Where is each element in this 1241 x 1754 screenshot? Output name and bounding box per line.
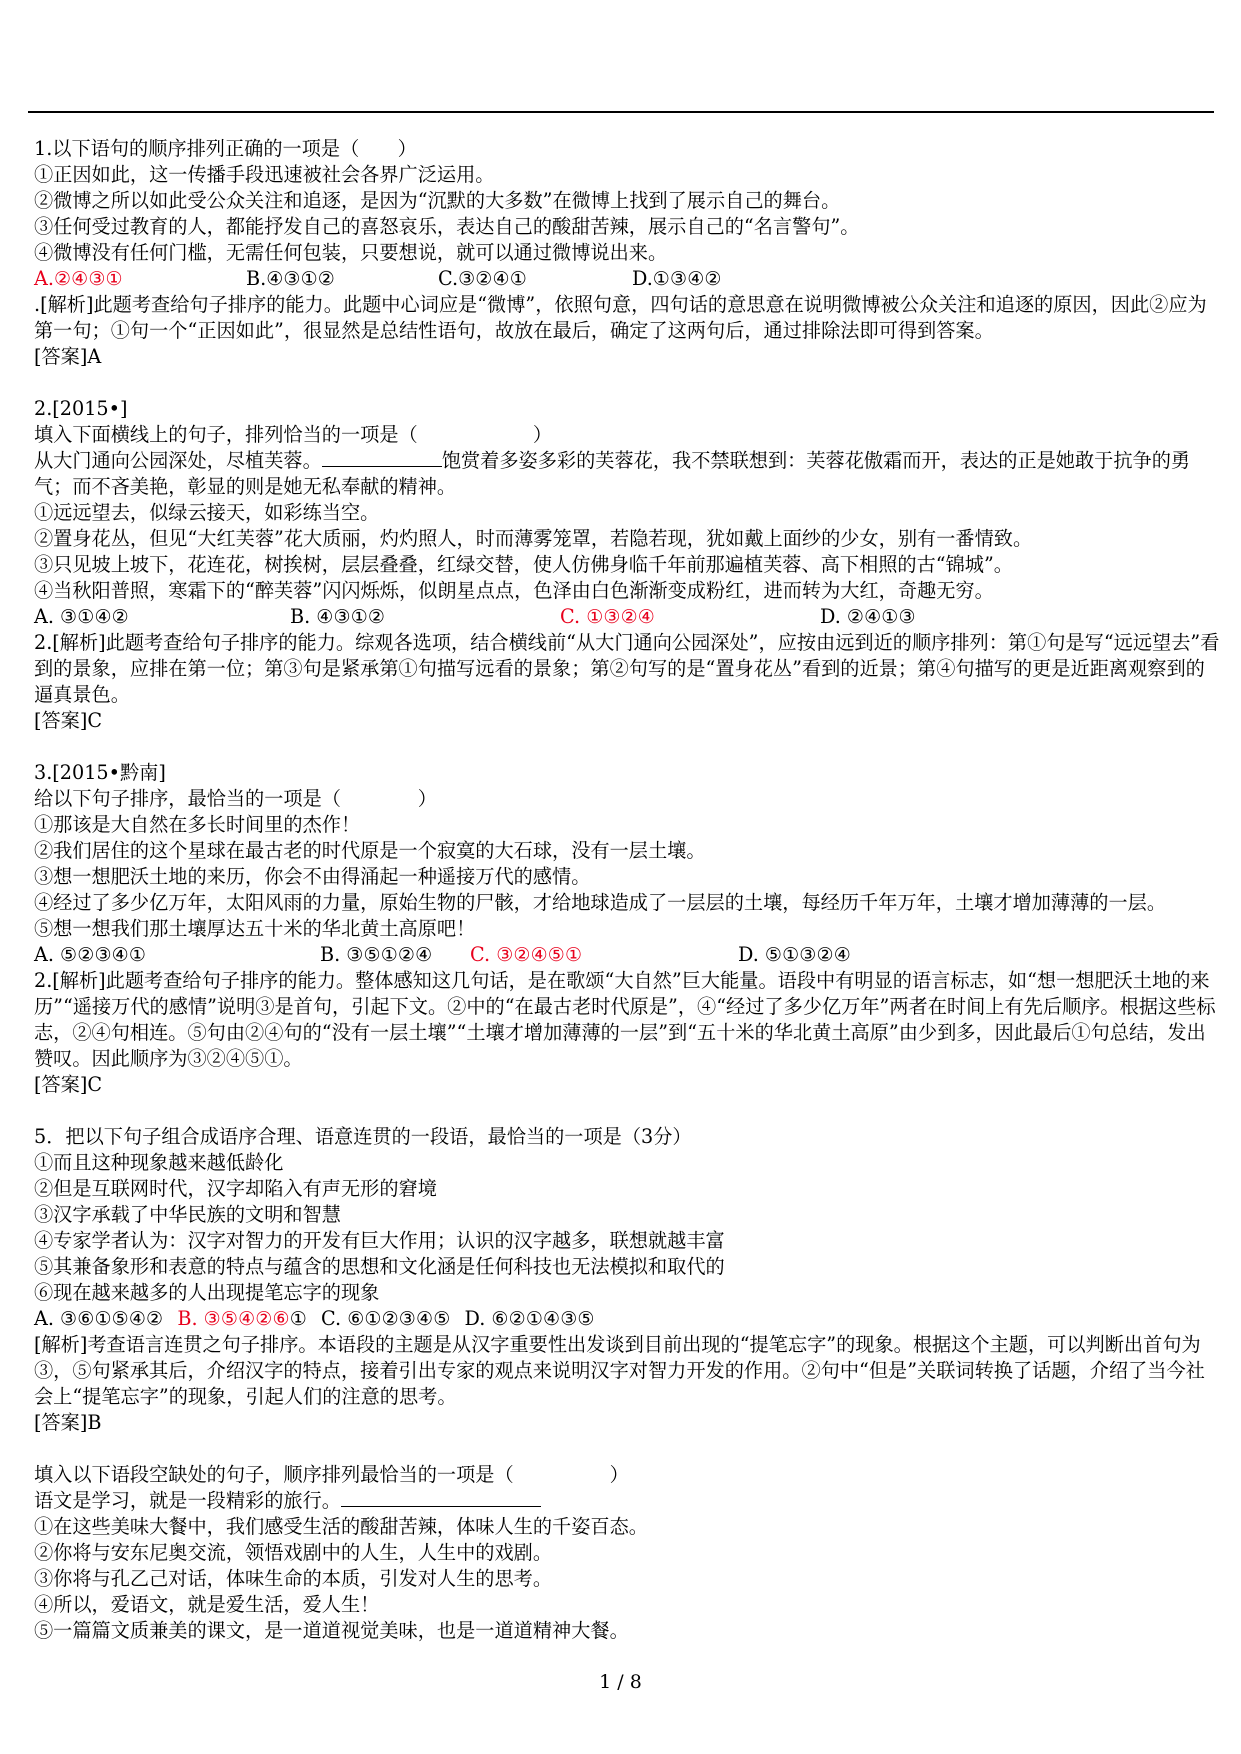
q2-passage-post: 饱赏着多姿多彩的芙蓉花，我不禁联想到：芙蓉花傲霜而开，表达的正是她敢于抗争的勇气；而不吝美艳，彰显的则是她无私奉献的精神。: [34, 449, 1191, 498]
q2-sentence-3: ③只见坡上坡下，花连花，树挨树，层层叠叠，红绿交替，使人仿佛身临千年前那遍植芙蓉、高下相照的古“锦城”。: [34, 553, 1013, 576]
q1-answer: [答案]A: [34, 345, 102, 368]
q3-sentence-1: ①那该是大自然在多长时间里的杰作！: [34, 813, 361, 836]
q3-title: 3.[2015•黔南]: [34, 761, 166, 784]
q6-sentence-5: ⑤一篇篇文质兼美的课文，是一道道视觉美味，也是一道道精神大餐。: [34, 1619, 629, 1642]
q1-sentence-4: ④微博没有任何门槛，无需任何包装，只要想说，就可以通过微博说出来。: [34, 241, 668, 264]
q5-option-b: B. ③⑤④②⑥: [177, 1307, 290, 1330]
q1-option-d: D.①③④②: [632, 267, 722, 290]
q2-passage: [34, 448, 1224, 500]
q1-option-a: A.②④③①: [34, 267, 123, 290]
q3-answer: [答案]C: [34, 1073, 103, 1096]
q2-sentence-1: ①远远望去，似绿云接天，如彩练当空。: [34, 501, 380, 524]
q2-option-d: D. ②④①③: [820, 605, 916, 628]
q5-analysis: [解析]考查语言连贯之句子排序。本语段的主题是从汉字重要性出发谈到目前出现的“提笔忘字”的现象。根据这个主题，可以判断出首句为③，⑤句紧承其后，介绍汉字的特点，接着引出专家的观点来说明汉字对智力开发的作用。②句中“但是”关联词转换了话题，介绍了当今社会上“提笔忘字”的现象，引起人们的注意的思考。: [34, 1333, 1205, 1408]
q3-sentence-2: ②我们居住的这个星球在最古老的时代原是一个寂寞的大石球，没有一层土壤。: [34, 839, 706, 862]
q2-analysis: 2.[解析]此题考查给句子排序的能力。综观各选项，结合横线前“从大门通向公园深处”，应按由远到近的顺序排列：第①句是写“远远望去”看到的景象，应排在第一位；第③句是紧承第①句描写远看的景象；第②句写的是“置身花丛”看到的近景；第④句描写的更是近距离观察到的逼真景色。: [34, 631, 1220, 706]
q6-sentence-4: ④所以，爱语文，就是爱生活，爱人生！: [34, 1593, 380, 1616]
q2-title: 2.[2015•]: [34, 397, 128, 420]
q5-sentence-5: ⑤其兼备象形和表意的特点与蕴含的思想和文化涵是任何科技也无法模拟和取代的: [34, 1255, 725, 1278]
q5-sentence-2: ②但是互联网时代，汉字却陷入有声无形的窘境: [34, 1177, 437, 1200]
q5-sentence-4: ④专家学者认为：汉字对智力的开发有巨大作用；认识的汉字越多，联想就越丰富: [34, 1229, 725, 1252]
q1-sentence-3: ③任何受过教育的人，都能抒发自己的喜怒哀乐，表达自己的酸甜苦辣，展示自己的“名言警句”。: [34, 215, 860, 238]
q6-prompt: 填入以下语段空缺处的句子，顺序排列最恰当的一项是（ ）: [34, 1463, 629, 1486]
q3-option-b: B. ③⑤①②④: [320, 943, 433, 966]
q1-analysis: .[解析]此题考查给句子排序的能力。此题中心词应是“微博”，依照句意，四句话的意思意在说明微博被公众关注和追逐的原因，因此②应为第一句；①句一个“正因如此”，很显然是总结性语句，故放在最后，确定了这两句后，通过排除法即可得到答案。: [34, 293, 1207, 342]
q2-option-b: B. ④③①②: [290, 605, 386, 628]
q3-analysis: 2.[解析]此题考查给句子排序的能力。整体感知这几句话，是在歌颂“大自然”巨大能量。语段中有明显的语言标志，如“想一想肥沃土地的来历”“遥接万代的感情”说明③是首句，引起下文。②中的“在最古老时代原是”，④“经过了多少亿万年”两者在时间上有先后顺序。根据这些标志，②④句相连。⑤句由②④句的“没有一层土壤”“土壤才增加薄薄的一层”到“五十米的华北黄土高原”由少到多，因此最后①句总结，发出赞叹。因此顺序为③②④⑤①。: [34, 969, 1216, 1070]
document-body: [34, 136, 1224, 1644]
q5-options: [34, 1306, 1224, 1332]
q3-sentence-4: ④经过了多少亿万年，太阳风雨的力量，原始生物的尸骸，才给地球造成了一层层的土壤，每经历千年万年，土壤才增加薄薄的一层。: [34, 891, 1167, 914]
q5-sentence-3: ③汉字承载了中华民族的文明和智慧: [34, 1203, 341, 1226]
q2-option-c: C. ①③②④: [560, 605, 656, 628]
q3-prompt: 给以下句子排序，最恰当的一项是（ ）: [34, 787, 437, 810]
q6-sentence-1: ①在这些美味大餐中，我们感受生活的酸甜苦辣，体味人生的千姿百态。: [34, 1515, 648, 1538]
q6-sentence-2: ②你将与安东尼奥交流，领悟戏剧中的人生，人生中的戏剧。: [34, 1541, 553, 1564]
q3-option-a: A. ⑤②③④①: [34, 943, 147, 966]
q5-sentence-6: ⑥现在越来越多的人出现提笔忘字的现象: [34, 1281, 380, 1304]
q3-option-c: C. ③②④⑤①: [470, 943, 583, 966]
q5-option-c: C. ⑥①②③④⑤: [321, 1307, 451, 1330]
q1-option-c: C.③②④①: [438, 267, 527, 290]
q5-option-b-tail: ①: [289, 1307, 307, 1330]
q3-options: [34, 942, 1224, 968]
q2-option-a: A. ③①④②: [34, 605, 129, 628]
q5-answer: [答案]B: [34, 1411, 102, 1434]
q3-sentence-5: ⑤想一想我们那土壤厚达五十米的华北黄土高原吧！: [34, 917, 476, 940]
q1-option-b: B.④③①②: [246, 267, 336, 290]
q2-sentence-4: ④当秋阳普照，寒霜下的“醉芙蓉”闪闪烁烁，似朗星点点，色泽由白色渐渐变成粉红，进而转为大红，奇趣无穷。: [34, 579, 994, 602]
q1-sentence-2: ②微博之所以如此受公众关注和追逐，是因为“沉默的大多数”在微博上找到了展示自己的舞台。: [34, 189, 841, 212]
q5-title: 5．把以下句子组合成语序合理、语意连贯的一段语，最恰当的一项是（3分）: [34, 1125, 692, 1148]
q2-options: [34, 604, 1224, 630]
q1-options: [34, 266, 1224, 292]
q2-sentence-2: ②置身花丛，但见“大红芙蓉”花大质丽，灼灼照人，时而薄雾笼罩，若隐若现，犹如戴上面纱的少女，别有一番情致。: [34, 527, 1033, 550]
q6-passage: [34, 1488, 1224, 1514]
q2-blank: [322, 448, 442, 467]
header-rule: [28, 111, 1214, 113]
q2-answer: [答案]C: [34, 709, 103, 732]
q5-option-a: A. ③⑥①⑤④②: [34, 1307, 164, 1330]
q3-sentence-3: ③想一想肥沃土地的来历，你会不由得涌起一种遥接万代的感情。: [34, 865, 591, 888]
q6-sentence-3: ③你将与孔乙己对话，体味生命的本质，引发对人生的思考。: [34, 1567, 553, 1590]
q2-prompt: 填入下面横线上的句子，排列恰当的一项是（ ）: [34, 423, 553, 446]
q1-sentence-1: ①正因如此，这一传播手段迅速被社会各界广泛运用。: [34, 163, 495, 186]
page-number: 1 / 8: [599, 1671, 642, 1693]
q2-passage-pre: 从大门通向公园深处，尽植芙蓉。: [34, 449, 322, 472]
q6-passage-text: 语文是学习，就是一段精彩的旅行。: [34, 1489, 341, 1512]
q5-sentence-1: ①而且这种现象越来越低龄化: [34, 1151, 284, 1174]
q6-blank: [341, 1488, 541, 1507]
q3-option-d: D. ⑤①③②④: [738, 943, 851, 966]
q5-option-d: D. ⑥②①④③⑤: [464, 1307, 595, 1330]
q1-title: 1.以下语句的顺序排列正确的一项是（ ）: [34, 137, 417, 160]
